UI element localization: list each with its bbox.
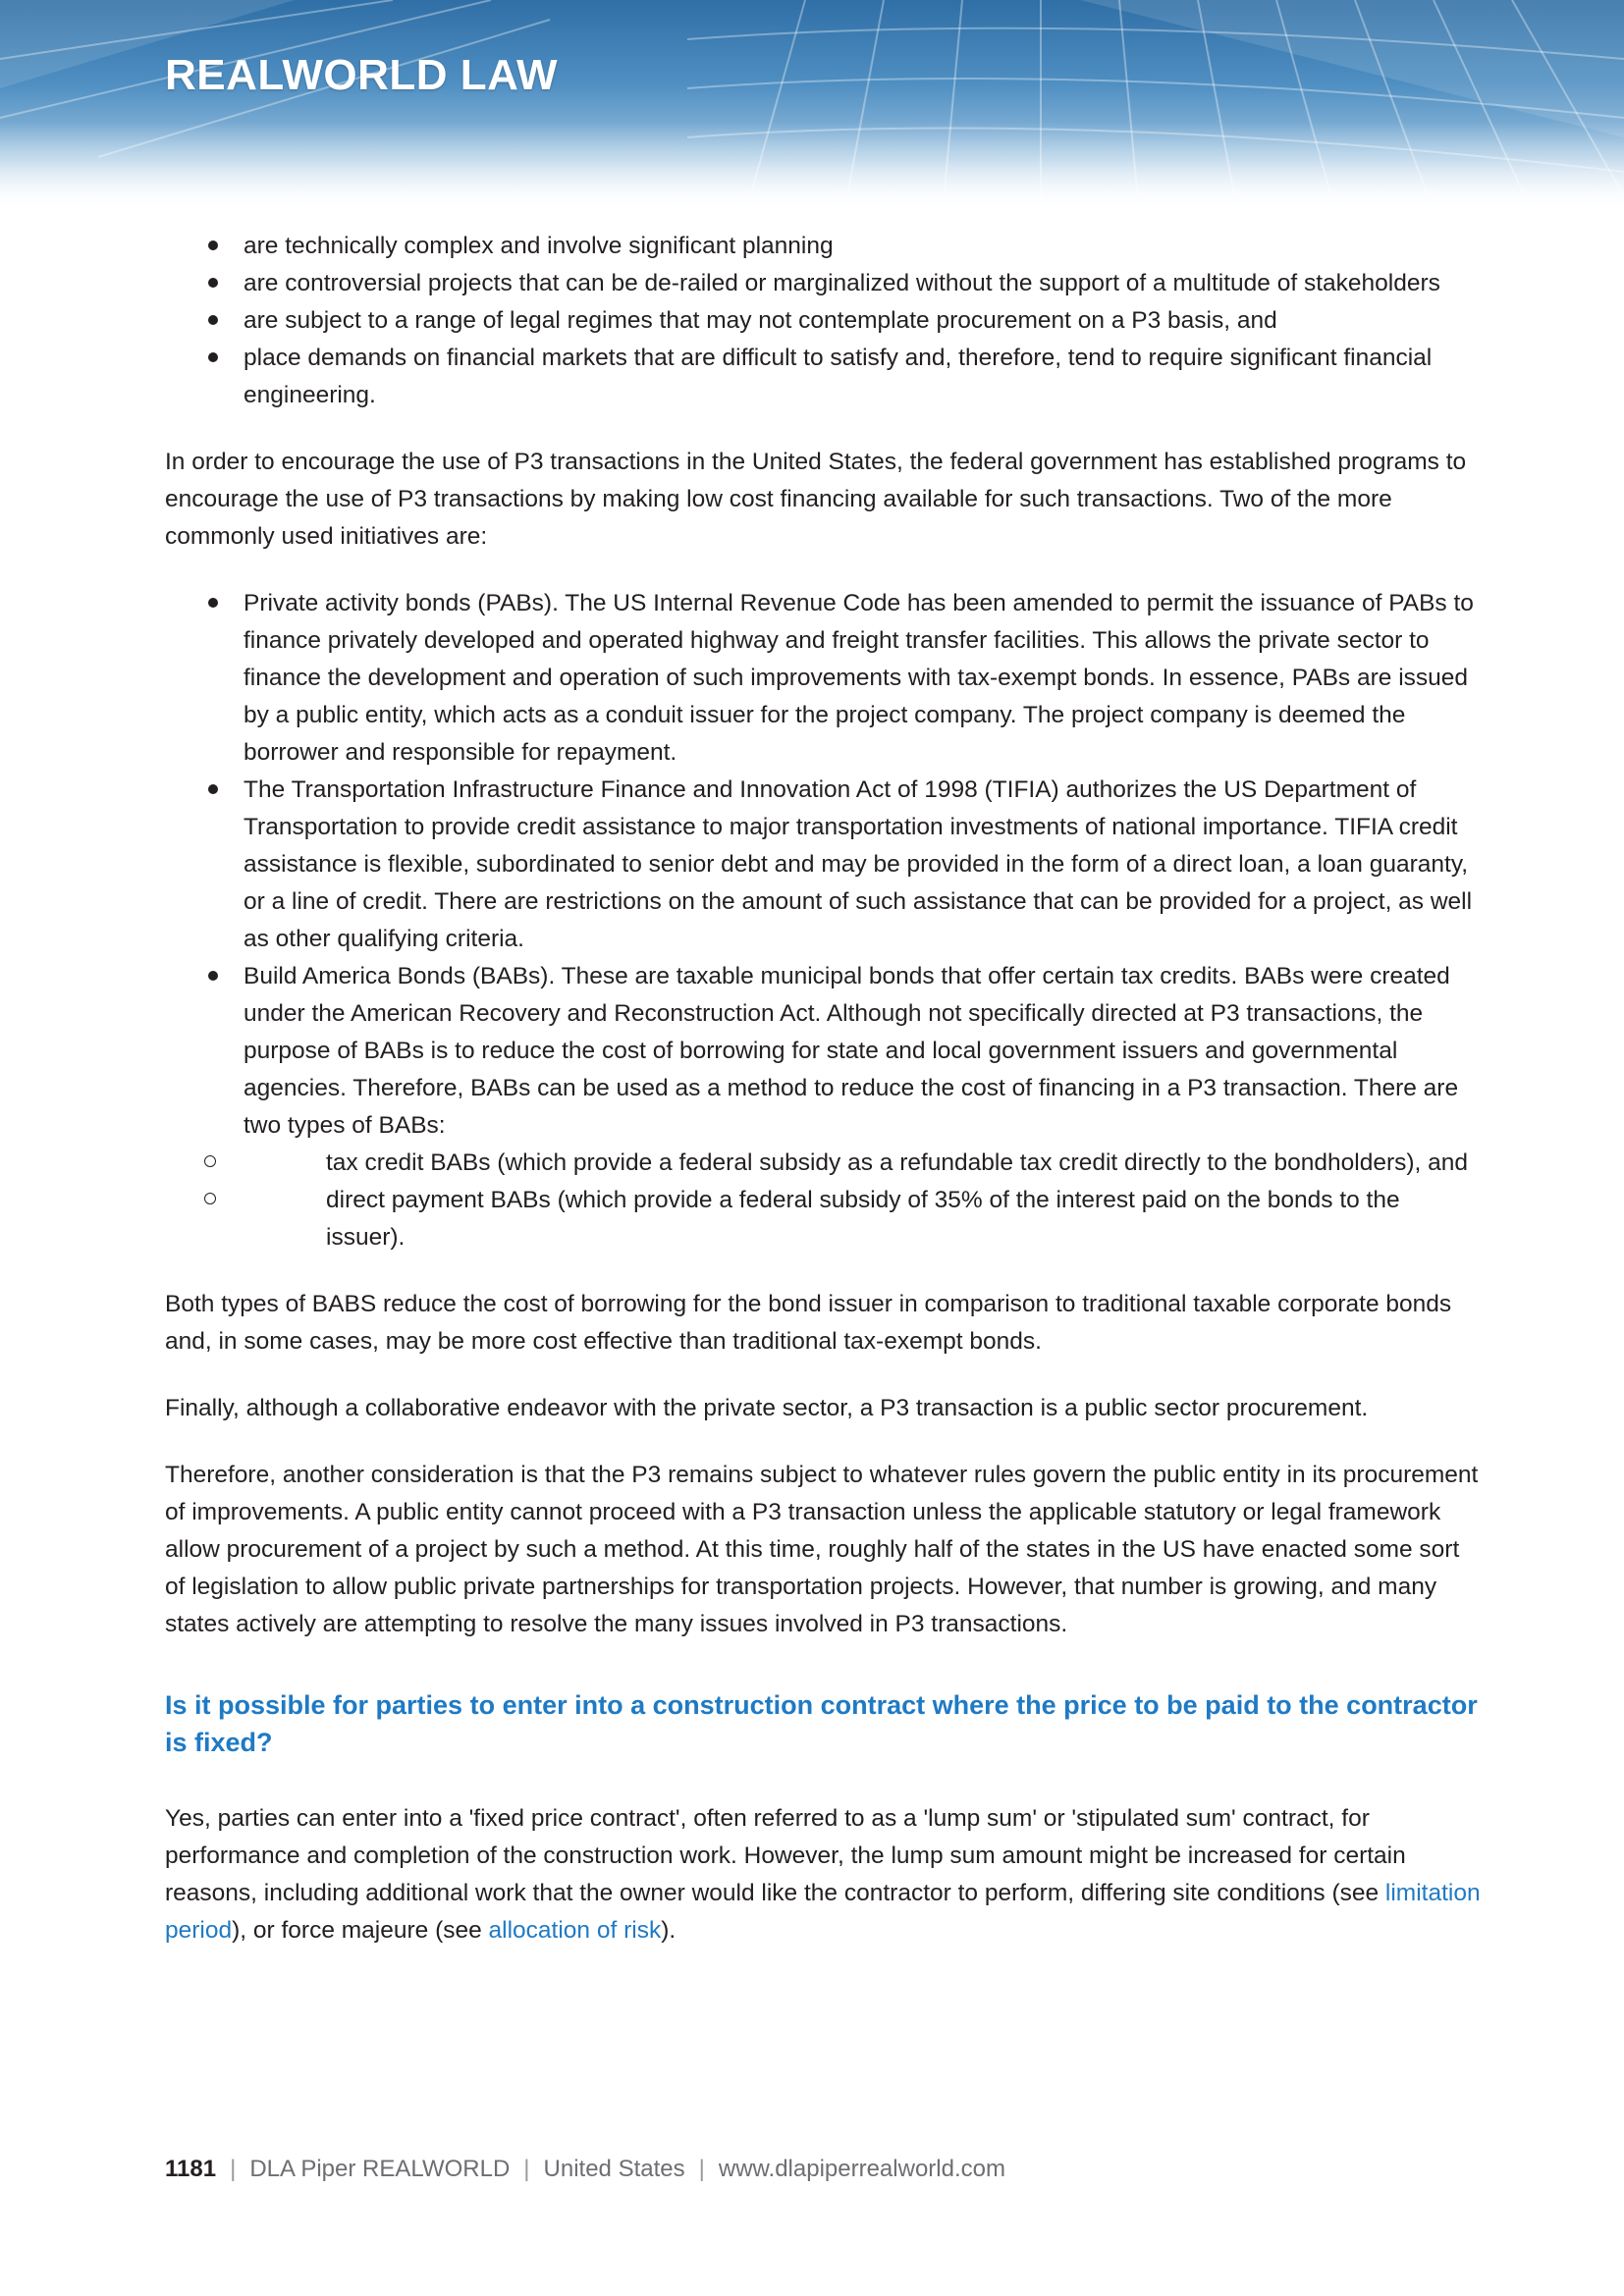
footer-country: United States bbox=[543, 2156, 685, 2182]
allocation-of-risk-link[interactable]: allocation of risk bbox=[488, 1917, 662, 1944]
sub-list-item: tax credit BABs (which provide a federal subsidy as a refundable tax credit directly to the bondholders), and bbox=[244, 1145, 1481, 1182]
list-item: are technically complex and involve significant planning bbox=[165, 228, 1481, 265]
page-footer bbox=[165, 2156, 1005, 2183]
babs-text: Build America Bonds (BABs). These are taxable municipal bonds that offer certain tax credits. BABs were created under the American Recovery and Reconstruction Act. Although not specifically directed at P3 transactions, the purpose of BABs is to reduce the cost of borrowing for state and local government issuers and governmental agencies. Therefore, BABs can be used as a method to reduce the cost of financing in a P3 transaction. There are two types of BABs: bbox=[244, 963, 1459, 1139]
document-body bbox=[165, 228, 1481, 1979]
sub-list-item: direct payment BABs (which provide a federal subsidy of 35% of the interest paid on the bonds to the issuer). bbox=[244, 1182, 1481, 1256]
babs-paragraph: Both types of BABS reduce the cost of borrowing for the bond issuer in comparison to traditional taxable corporate bonds and, in some cases, may be more cost effective than traditional tax-exempt bonds. bbox=[165, 1291, 1452, 1355]
finally-paragraph: Finally, although a collaborative endeavor with the private sector, a P3 transaction is a public sector procurement. bbox=[165, 1395, 1369, 1421]
header-banner bbox=[0, 0, 1624, 211]
question-heading: Is it possible for parties to enter into a construction contract where the price to be paid to the contractor is fixed? bbox=[165, 1690, 1478, 1757]
footer-publisher: DLA Piper REALWORLD bbox=[249, 2156, 511, 2182]
list-item: place demands on financial markets that are difficult to satisfy and, therefore, tend to require significant financial engineering. bbox=[165, 340, 1481, 414]
list-item-pabs: Private activity bonds (PABs). The US Internal Revenue Code has been amended to permit the issuance of PABs to finance privately developed and operated highway and freight transfer facilities. This allows the private sector to finance the development and operation of such improvements with tax-exempt bonds. In essence, PABs are issued by a public entity, which acts as a conduit issuer for the project company. The project company is deemed the borrower and responsible for repayment. bbox=[165, 585, 1481, 772]
answer-text: ). bbox=[661, 1917, 677, 1944]
list-item-tifia: The Transportation Infrastructure Finance and Innovation Act of 1998 (TIFIA) authorizes the US Department of Transportation to provide credit assistance to major transportation investments of national importance. TIFIA credit assistance is flexible, subordinated to senior debt and may be provided in the form of a direct loan, a loan guaranty, or a line of credit. There are restrictions on the amount of such assistance that can be provided for a project, as well as other qualifying criteria. bbox=[165, 772, 1481, 958]
challenges-list bbox=[165, 228, 1481, 414]
list-item: are controversial projects that can be de-railed or marginalized without the support of a multitude of stakeholders bbox=[165, 265, 1481, 302]
list-item: are subject to a range of legal regimes that may not contemplate procurement on a P3 basis, and bbox=[165, 302, 1481, 340]
footer-separator: | bbox=[698, 2156, 705, 2182]
answer-text: Yes, parties can enter into a 'fixed price contract', often referred to as a 'lump sum' or 'stipulated sum' contract, for performance and completion of the construction work. However, the lump sum amount might be increased for certain reasons, including additional work that the owner would like the contractor to perform, differing site conditions (see bbox=[165, 1805, 1406, 1906]
intro-paragraph: In order to encourage the use of P3 transactions in the United States, the federal government has established programs to encourage the use of P3 transactions by making low cost financing available for such transactions. Two of the more commonly used initiatives are: bbox=[165, 449, 1467, 550]
footer-url[interactable]: www.dlapiperrealworld.com bbox=[718, 2156, 1005, 2182]
bab-types-list bbox=[244, 1145, 1481, 1256]
initiatives-list bbox=[165, 585, 1481, 1256]
brand-title: REALWORLD LAW bbox=[165, 51, 559, 99]
answer-paragraph bbox=[165, 1800, 1481, 1949]
banner-fade bbox=[0, 123, 1624, 211]
footer-separator: | bbox=[230, 2156, 237, 2182]
therefore-paragraph: Therefore, another consideration is that the P3 remains subject to whatever rules govern the public entity in its procurement of improvements. A public entity cannot proceed with a P3 transaction unless the applicable statutory or legal framework allow procurement of a project by such a method. At this time, roughly half of the states in the US have enacted some sort of legislation to allow public private partnerships for transportation projects. However, that number is growing, and many states actively are attempting to resolve the many issues involved in P3 transactions. bbox=[165, 1462, 1479, 1637]
page-number: 1181 bbox=[165, 2156, 217, 2182]
answer-text: ), or force majeure (see bbox=[232, 1917, 489, 1944]
limitation-period-link[interactable]: limitation period bbox=[165, 1880, 1481, 1944]
list-item-babs bbox=[165, 958, 1481, 1256]
footer-separator: | bbox=[523, 2156, 530, 2182]
